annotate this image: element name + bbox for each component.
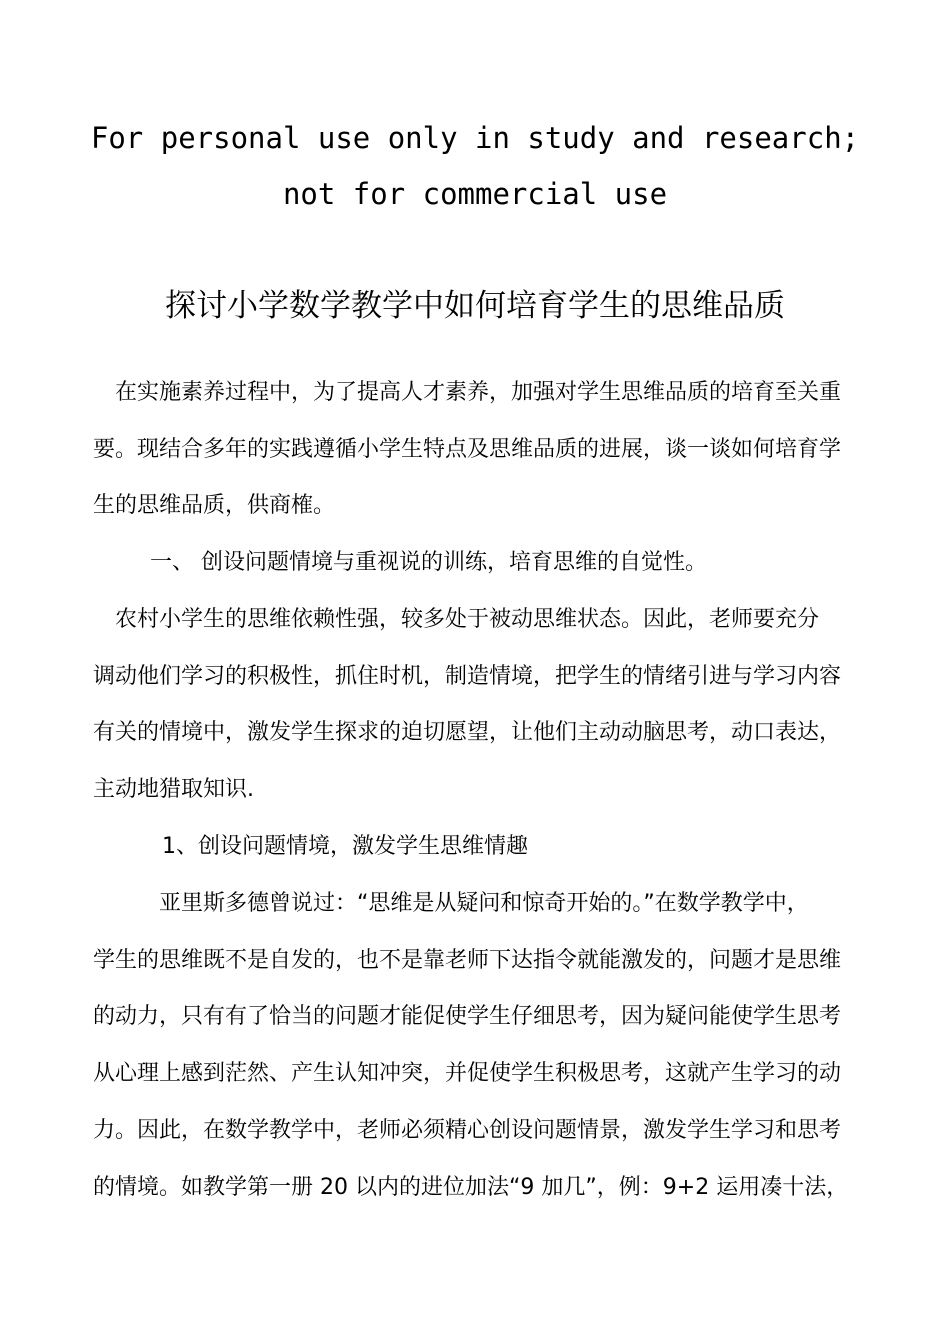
text-line: 力。因此，在数学教学中，老师必须精心创设问题情景，激发学生学习和思考 — [93, 1117, 842, 1143]
intro-paragraph — [93, 365, 853, 535]
text-line: 调动他们学习的积极性，抓住时机，制造情境，把学生的情绪引进与学习内容 — [93, 663, 842, 689]
text-line: 农村小学生的思维依赖性强，较多处于被动思维状态。因此，老师要充分 — [93, 607, 820, 632]
section-paragraph — [93, 592, 853, 819]
text-line: 生的思维品质，供商榷。 — [93, 493, 336, 519]
text-line: 要。现结合多年的实践遵循小学生特点及思维品质的进展，谈一谈如何培育学 — [93, 436, 842, 462]
subsection-paragraph — [93, 876, 853, 1216]
text-line: 有关的情境中，激发学生探求的迫切愿望，让他们主动动脑思考，动口表达， — [93, 720, 842, 746]
text-line: 学生的思维既不是自发的，也不是靠老师下达指令就能激发的，问题才是思维 — [93, 947, 842, 973]
copyright-notice — [0, 110, 950, 222]
notice-line-2: not for commercial use — [282, 177, 668, 211]
text-line: 从心理上感到茫然、产生认知冲突，并促使学生积极思考，这就产生学习的动 — [93, 1061, 842, 1087]
document-title: 探讨小学数学教学中如何培育学生的思维品质 — [165, 288, 785, 324]
text-line: 的情境。如教学第一册 20 以内的进位加法“9 加几”，例：9+2 运用凑十法， — [93, 1174, 849, 1200]
subsection-heading-text: 1、创设问题情境，激发学生思维情趣 — [162, 834, 528, 859]
text-line: 在实施素养过程中，为了提高人才素养，加强对学生思维品质的培育至关重 — [93, 380, 842, 405]
text-line: 主动地猎取知识. — [93, 777, 254, 803]
text-line: 亚里斯多德曾说过：“思维是从疑问和惊奇开始的。”在数学教学中， — [93, 891, 809, 916]
notice-line-1: For personal use only in study and research; — [90, 121, 860, 155]
section-heading-text: 一、 创设问题情境与重视说的训练，培育思维的自觉性。 — [150, 550, 707, 575]
section-heading — [150, 535, 910, 592]
subsection-heading — [162, 819, 922, 876]
text-line: 的动力，只有有了恰当的问题才能促使学生仔细思考，因为疑问能使学生思考 — [93, 1004, 842, 1030]
